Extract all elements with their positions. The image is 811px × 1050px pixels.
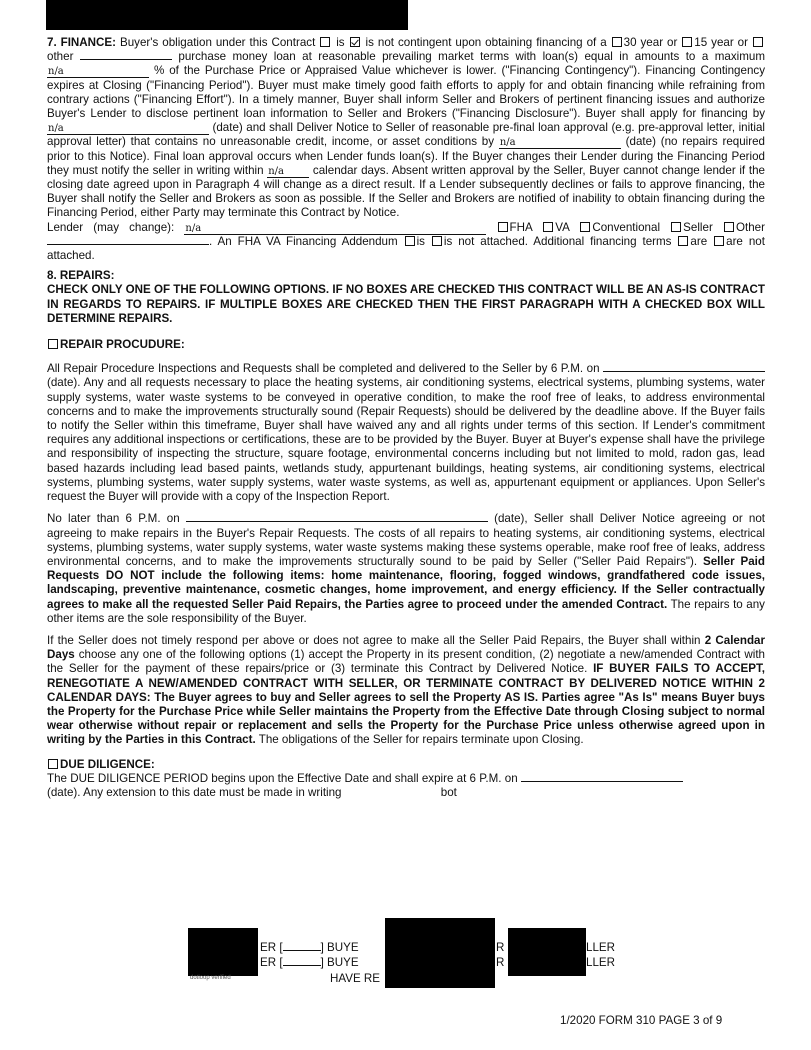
repair-text-bold: IF BUYER FAILS TO ACCEPT, RENEGOTIATE A NEW/AMENDED CONTRACT WITH SELLER, OR TERMINATE CONTRACT BY DELIVERED NOTICE WITHIN 2 CALENDAR DAYS: The Buyer agrees to buy and Seller agrees to sell the Property AS IS. Parties agree "As Is" means Buyer buys the Property for the Purchase Price while Seller maintains the Property from the Effective Date through Closing subject to normal wear otherwise without repair or replacement and sells the Property for the Purchase Price unless otherwise agreed upon in writing by the Parties in this Contract. <box>47 662 765 747</box>
redaction-signature-2 <box>385 918 495 988</box>
conventional-checkbox[interactable] <box>580 222 590 232</box>
repair-procedure-checkbox[interactable] <box>48 339 58 349</box>
repairs-section <box>47 269 765 800</box>
terms-are-label: are <box>690 234 708 248</box>
redaction-top <box>46 0 408 30</box>
seller-financing-checkbox[interactable] <box>671 222 681 232</box>
dd-text: (date). Any extension to this date must be made in writing <box>47 785 342 799</box>
contract-page <box>47 36 765 800</box>
due-diligence-title: DUE DILIGENCE: <box>60 757 155 771</box>
lender-line <box>47 221 765 264</box>
repair-text: (date). Any and all requests necessary to place the heating systems, air conditioning systems, electrical systems, plumbing systems, water supply systems, water waste systems to be conveyed in operative condition, to make the roof free of leaks, to address environmental concerns and to make the improvements structurally sound (Repair Requests) should be delivered by the deadline above. If the Buyer fails to notify the Seller within this timeframe, Buyer shall have waived any and all rights under terms of this section. If Lender's commitment requires any additional inspections or certifications, these are to be provided by the Buyer. Buyer at Buyer's expense shall have the privilege and responsibility of inspecting the structure, square footage, environmental concerns including but not limited to mold, radon gas, lead based hazards including lead based paints, wetlands study, appurtenant buildings, heating systems, air conditioning systems, electrical systems, plumbing systems, water supply systems, water waste systems, as well as, appurtenant equipment or appliances. Upon Seller's request the Buyer will provide with a copy of the Inspection Report. <box>47 376 765 504</box>
fifteen-year-checkbox[interactable] <box>682 37 692 47</box>
sig-text: ] BUYE <box>320 956 359 969</box>
finance-text: (date) (no repairs required prior to this Notice). Final loan approval occurs when Lender funds loan(s). If the Buyer changes their Lender during the Financing Period they must notify the seller in writing within <box>47 135 766 177</box>
va-checkbox[interactable] <box>543 222 553 232</box>
dd-text: bot <box>440 785 457 799</box>
va-label: VA <box>555 220 570 234</box>
terms-are-not-label: are not attached. <box>47 234 765 263</box>
due-diligence-checkbox[interactable] <box>48 759 58 769</box>
addendum-text: is not attached. Additional financing terms <box>443 234 672 248</box>
addendum-is-checkbox[interactable] <box>405 236 415 246</box>
conventional-label: Conventional <box>592 220 661 234</box>
repairs-instruction: CHECK ONLY ONE OF THE FOLLOWING OPTIONS. IF NO BOXES ARE CHECKED THIS CONTRACT WILL BE AN AS-IS CONTRACT IN REGARDS TO REPAIRS. IF MULTIPLE BOXES ARE CHECKED THEN THE FIRST PARAGRAPH WITH A CHECKED BOX WILL DETERMINE REPAIRS. <box>47 283 765 325</box>
fha-label: FHA <box>509 220 533 234</box>
repair-text: choose any one of the following options (1) accept the Property in its present condition, (2) negotiate a new/amended Contract with the Seller for the payment of these repairs/price or (3) terminate this Contract by Delivered Notice. <box>47 648 765 676</box>
notify-days-field[interactable]: n/a <box>267 166 309 178</box>
repair-text: The obligations of the Seller for repairs terminate upon Closing. <box>258 733 584 747</box>
addendum-text: . An FHA VA Financing Addendum <box>209 234 398 248</box>
lender-field[interactable]: n/a <box>184 223 486 235</box>
finance-is-not-checkbox[interactable] <box>350 37 360 47</box>
repair-text-bold: Seller Paid Requests DO NOT include the following items: home maintenance, flooring, fogged windows, grandfathered code issues, landscaping, preventive maintenance, cosmetic changes, home improvement, and energy efficiency. If the Seller contractually agrees to make all the requested Seller Paid Repairs, the Parties agree to proceed under the amended Contract. <box>47 554 765 611</box>
repairs-heading: 8. REPAIRS: <box>47 269 115 283</box>
initial-field-1[interactable] <box>283 950 321 951</box>
repair-procedure-paragraph-3 <box>47 634 765 748</box>
initial-field-2[interactable] <box>283 965 321 966</box>
approval-date-field[interactable]: n/a <box>499 137 621 149</box>
page-footer: 1/2020 FORM 310 PAGE 3 of 9 <box>560 1014 723 1027</box>
repair-procedure-title: REPAIR PROCUDURE: <box>60 338 185 352</box>
max-percent-field[interactable]: n/a <box>47 66 149 78</box>
terms-are-not-checkbox[interactable] <box>714 236 724 246</box>
thirty-year-checkbox[interactable] <box>612 37 622 47</box>
addendum-is-not-checkbox[interactable] <box>432 236 442 246</box>
fha-checkbox[interactable] <box>498 222 508 232</box>
repair-text: The repairs to any other items are the sole responsibility of the Buyer. <box>47 597 765 625</box>
seller-financing-label: Seller <box>683 220 713 234</box>
repair-text: All Repair Procedure Inspections and Requests shall be completed and delivered to the Seller by 6 P.M. on <box>47 362 600 376</box>
finance-text: calendar days. Absent written approval by the Seller, Buyer cannot change lender if the closing date agreed upon in Paragraph 4 will change as a direct result. If a Lender subsequently declines or fails to approve financing, the Buyer shall notify the Seller and Brokers as soon as possible. If the Seller and Brokers are notified of inability to obtain financing during the Financing Period, either Party may terminate this Contract by Notice. <box>47 163 765 220</box>
finance-text: purchase money loan at reasonable prevailing market terms with loan(s) equal in amounts to a maximum <box>178 50 765 64</box>
sig-text: HAVE RE <box>330 972 381 985</box>
sig-text: R <box>496 956 505 969</box>
finance-paragraph <box>47 36 765 221</box>
sig-text: LLER <box>586 956 616 969</box>
apply-date-field[interactable]: n/a <box>47 123 209 135</box>
redaction-signature-1 <box>188 928 258 976</box>
finance-section <box>47 36 765 263</box>
sig-text: ER [ <box>260 956 283 969</box>
finance-heading: 7. FINANCE: <box>47 36 117 49</box>
finance-text: Buyer's obligation under this Contract <box>120 36 316 49</box>
other-financing-label: Other <box>735 220 765 234</box>
other-loan-label: other <box>47 50 74 64</box>
sig-text: R <box>496 941 505 954</box>
terms-are-checkbox[interactable] <box>678 236 688 246</box>
other-financing-checkbox[interactable] <box>724 222 734 232</box>
finance-text: (date) and shall Deliver Notice to Seller of reasonable pre-final loan approval (e.g. pre-approval letter, initial approval letter) that contains no unreasonable credit, income, or asset conditions by <box>47 121 765 149</box>
dotloop-verified-label: dotloop verified <box>190 975 231 981</box>
repair-procedure-title-row <box>47 338 765 352</box>
due-diligence-title-row <box>47 758 765 772</box>
repair-procedure-paragraph-2 <box>47 512 765 626</box>
repair-procedure-paragraph-1 <box>47 362 765 504</box>
other-financing-field[interactable] <box>47 244 209 245</box>
repair-text: No later than 6 P.M. on <box>47 512 180 526</box>
addendum-is-label: is <box>416 234 425 248</box>
dd-date-field[interactable] <box>521 781 683 782</box>
repair-text: (date), Seller shall Deliver Notice agreeing or not agreeing to make repairs in the Buyer's Repair Requests. The costs of all repairs to heating systems, air conditioning systems, electrical systems, plumbing systems, water supply systems, water waste systems making these systems operable, make roof free of leaks, address environmental concerns, and to make the improvements structurally sound to be paid by Seller ("Seller Paid Repairs"). <box>47 512 766 568</box>
other-loan-field[interactable] <box>80 59 172 60</box>
finance-is-checkbox[interactable] <box>320 37 330 47</box>
sig-text: ER [ <box>260 941 283 954</box>
repair-days: 2 Calendar Days <box>47 633 765 662</box>
sig-text: ] BUYE <box>320 941 359 954</box>
seller-response-date-field[interactable] <box>186 521 488 522</box>
lender-label: Lender (may change): <box>47 220 175 234</box>
redaction-signature-3 <box>508 928 586 976</box>
is-not-label: is not contingent upon obtaining financing of a <box>365 36 607 49</box>
thirty-year-label: 30 year or <box>623 36 678 49</box>
fifteen-year-label: 15 year or <box>694 36 748 49</box>
dd-text: The DUE DILIGENCE PERIOD begins upon the Effective Date and shall expire at 6 P.M. on <box>47 771 518 785</box>
repair-deadline-field[interactable] <box>603 371 765 372</box>
is-label: is <box>336 36 345 49</box>
signature-row-3 <box>330 972 380 986</box>
due-diligence-paragraph <box>47 772 765 800</box>
finance-text: % of the Purchase Price or Appraised Value whichever is lower. ("Financing Contingency"). Financing Contingency expires at Closing ("Financing Period"). Buyer must make timely good faith efforts to apply for and obtain financing while refraining from contrary actions ("Financing Effort"). In a timely manner, Buyer shall inform Seller and Brokers of pertinent financing issues and authorize Buyer's Lender to disclose pertinent loan information to Seller and Brokers ("Financing Disclosure"). Buyer shall apply for financing by <box>47 64 765 121</box>
other-loan-checkbox[interactable] <box>753 37 763 47</box>
sig-text: LLER <box>586 941 616 954</box>
repair-text: If the Seller does not timely respond per above or does not agree to make all the Seller Paid Repairs, the Buyer shall within <box>47 633 701 647</box>
